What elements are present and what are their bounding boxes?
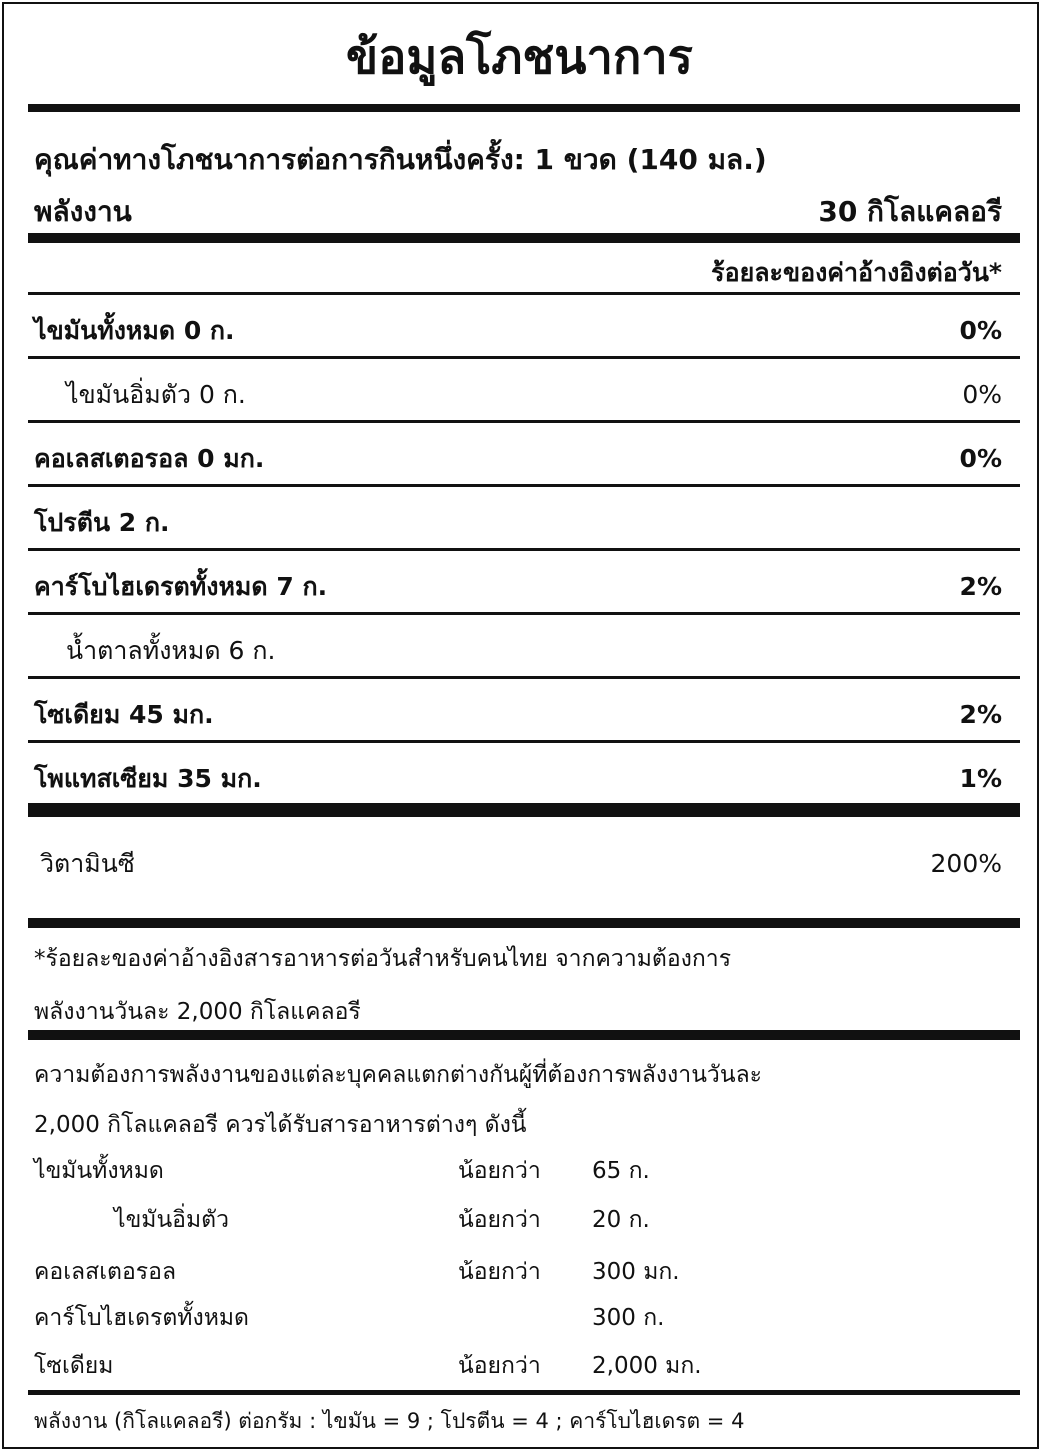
requirements-intro: ความต้องการพลังงานของแต่ละบุคคลแตกต่างกันผู้ที่ต้องการพลังงานวันละ bbox=[34, 1062, 763, 1088]
dv-header: ร้อยละของค่าอ้างอิงต่อวัน* bbox=[711, 258, 1002, 287]
nutrient-percent: 2% bbox=[959, 700, 1002, 729]
vitamin-name: วิตามินซี bbox=[40, 849, 135, 878]
requirement-amount: 20 ก. bbox=[592, 1207, 650, 1233]
divider bbox=[28, 356, 1020, 359]
energy-value: 30 กิโลแคลอรี bbox=[818, 195, 1002, 228]
requirements-intro: 2,000 กิโลแคลอรี ควรได้รับสารอาหารต่างๆ ดังนี้ bbox=[34, 1112, 527, 1138]
nutrient-name: โปรตีน 2 ก. bbox=[34, 508, 170, 537]
requirement-amount: 65 ก. bbox=[592, 1158, 650, 1184]
nutrient-percent: 1% bbox=[959, 764, 1002, 793]
nutrient-name: คอเลสเตอรอล 0 มก. bbox=[34, 444, 265, 473]
nutrient-percent: 2% bbox=[959, 572, 1002, 601]
nutrient-name: โซเดียม 45 มก. bbox=[34, 700, 214, 729]
divider-thick bbox=[28, 104, 1020, 112]
requirement-qualifier: น้อยกว่า bbox=[458, 1353, 541, 1379]
divider-thick bbox=[28, 803, 1020, 817]
requirement-name: โซเดียม bbox=[34, 1353, 114, 1379]
energy-per-gram: พลังงาน (กิโลแคลอรี) ต่อกรัม : ไขมัน = 9 ; โปรตีน = 4 ; คาร์โบไฮเดรต = 4 bbox=[34, 1409, 745, 1433]
requirement-qualifier: น้อยกว่า bbox=[458, 1158, 541, 1184]
requirement-qualifier: น้อยกว่า bbox=[458, 1207, 541, 1233]
divider bbox=[28, 420, 1020, 423]
nutrient-percent: 0% bbox=[959, 316, 1002, 345]
nutrient-percent: 0% bbox=[962, 380, 1002, 409]
nutrient-name: ไขมันอิ่มตัว 0 ก. bbox=[66, 380, 246, 409]
divider bbox=[28, 484, 1020, 487]
requirement-amount: 300 ก. bbox=[592, 1305, 665, 1331]
nutrient-name: ไขมันทั้งหมด 0 ก. bbox=[34, 316, 235, 345]
nutrient-name: คาร์โบไฮเดรตทั้งหมด 7 ก. bbox=[34, 572, 328, 601]
footnote-line: พลังงานวันละ 2,000 กิโลแคลอรี bbox=[34, 999, 361, 1025]
divider-thick bbox=[28, 918, 1020, 928]
nutrient-name: น้ำตาลทั้งหมด 6 ก. bbox=[66, 636, 276, 665]
divider bbox=[28, 548, 1020, 551]
requirement-amount: 300 มก. bbox=[592, 1259, 680, 1285]
divider bbox=[28, 292, 1020, 295]
divider-thick bbox=[28, 233, 1020, 243]
divider bbox=[28, 676, 1020, 679]
requirement-name: คอเลสเตอรอล bbox=[34, 1259, 177, 1285]
serving-size: คุณค่าทางโภชนาการต่อการกินหนึ่งครั้ง: 1 ขวด (140 มล.) bbox=[34, 143, 767, 176]
divider bbox=[28, 612, 1020, 615]
requirement-amount: 2,000 มก. bbox=[592, 1353, 702, 1379]
divider bbox=[28, 1390, 1020, 1395]
requirement-name: ไขมันอิ่มตัว bbox=[114, 1207, 229, 1233]
requirement-name: ไขมันทั้งหมด bbox=[34, 1158, 164, 1184]
divider bbox=[28, 740, 1020, 743]
vitamin-percent: 200% bbox=[930, 849, 1002, 878]
footnote-line: *ร้อยละของค่าอ้างอิงสารอาหารต่อวันสำหรับคนไทย จากความต้องการ bbox=[34, 946, 732, 972]
requirement-qualifier: น้อยกว่า bbox=[458, 1259, 541, 1285]
label-title: ข้อมูลโภชนาการ bbox=[346, 30, 693, 85]
energy-label: พลังงาน bbox=[34, 195, 132, 228]
nutrient-name: โพแทสเซียม 35 มก. bbox=[34, 764, 262, 793]
divider-thick bbox=[28, 1030, 1020, 1040]
nutrient-percent: 0% bbox=[959, 444, 1002, 473]
requirement-name: คาร์โบไฮเดรตทั้งหมด bbox=[34, 1305, 249, 1331]
